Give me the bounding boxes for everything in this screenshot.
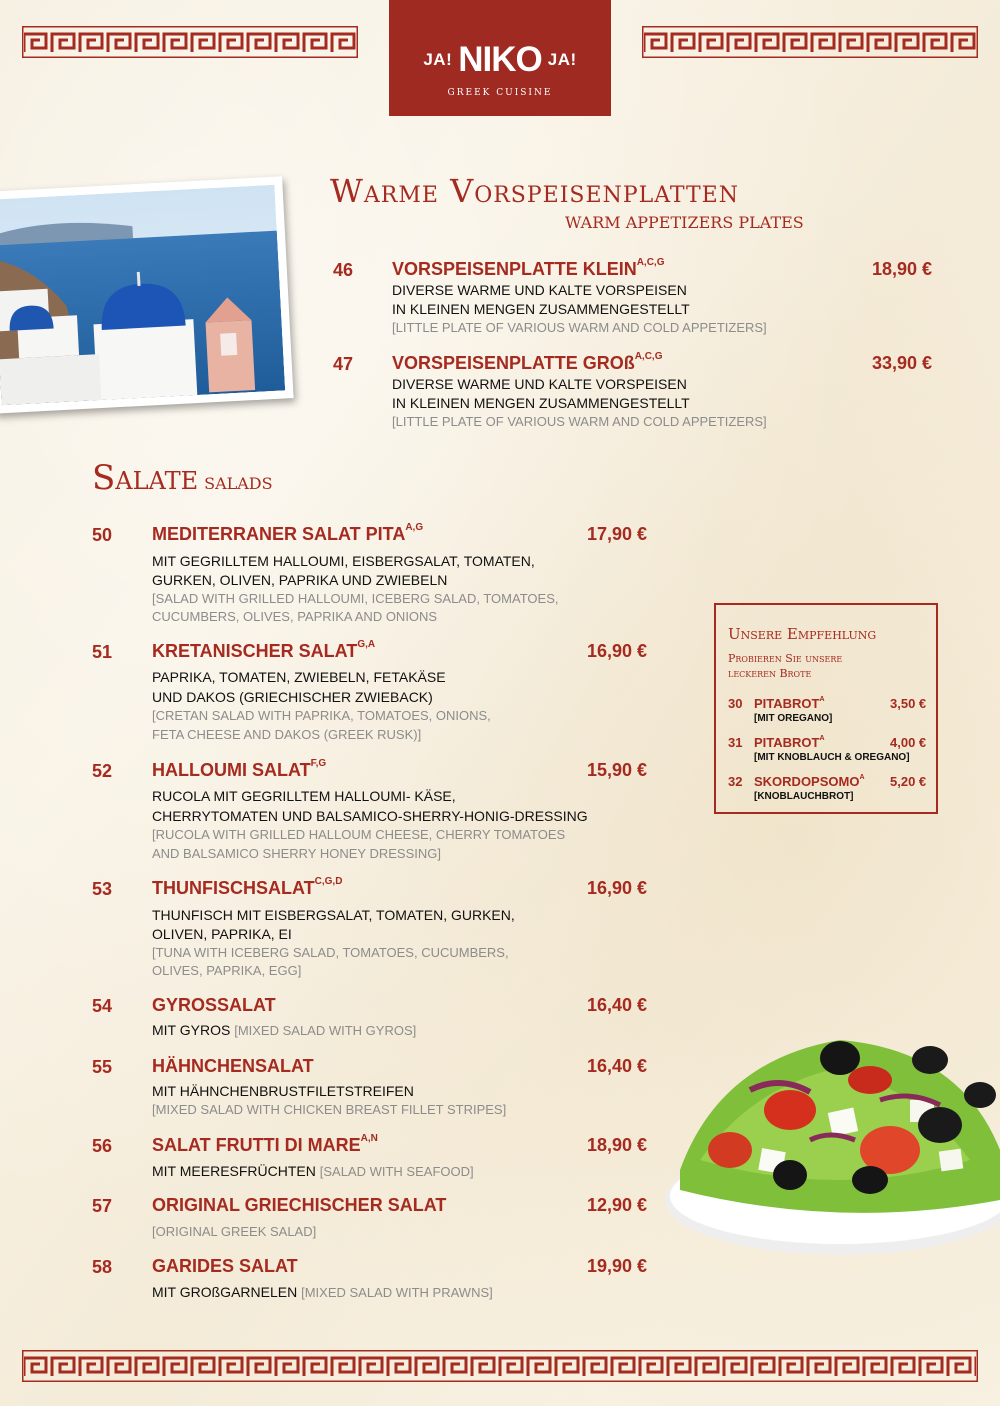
warm-section-subtitle: WARM APPETIZERS PLATES — [565, 213, 804, 232]
menu-item-price: 17,90 € — [587, 524, 648, 544]
menu-item-price: 18,90 € — [872, 259, 933, 279]
allergen-codes: C,G,D — [314, 876, 343, 887]
rec-item-description: [KNOBLAUCHBROT] — [754, 791, 854, 802]
menu-item-name: HÄHNCHENSALAT — [152, 1056, 314, 1076]
menu-item-description: MIT MEERESFRÜCHTEN [SALAD WITH SEAFOOD] — [152, 1163, 474, 1179]
allergen-codes: F,G — [310, 758, 327, 769]
menu-item-english: [LITTLE PLATE OF VARIOUS WARM AND COLD APPETIZERS] — [392, 320, 767, 335]
menu-item-price: 16,40 € — [587, 995, 648, 1015]
menu-item-number: 57 — [92, 1196, 113, 1216]
menu-item-price: 18,90 € — [587, 1135, 648, 1155]
menu-item-description: DIVERSE WARME UND KALTE VORSPEISEN — [392, 282, 687, 298]
menu-item-description: MIT GEGRILLTEM HALLOUMI, EISBERGSALAT, TOMATEN, — [152, 553, 535, 569]
menu-item-price: 33,90 € — [872, 353, 933, 373]
rec-item-description: [MIT OREGANO] — [754, 713, 833, 724]
menu-item-name: HALLOUMI $SALAT^{F,G}$ — [152, 758, 327, 780]
warm-section-title: Warme Vorspeisenplatten — [330, 172, 739, 210]
menu-item-number: 56 — [92, 1136, 113, 1156]
rec-item-price: 4,00 € — [890, 735, 927, 750]
menu-item-description: CHERRYTOMATEN UND BALSAMICO-SHERRY-HONIG-DRESSING — [152, 808, 588, 824]
menu-item-number: 54 — [92, 996, 113, 1016]
menu-item-description: IN KLEINEN MENGEN ZUSAMMENGESTELLT — [392, 301, 690, 317]
menu-item-english: FETA CHEESE AND DAKOS (GREEK RUSK)] — [152, 727, 422, 742]
menu-item-description: MIT HÄHNCHENBRUSTFILETSTREIFEN — [152, 1083, 414, 1099]
menu-item-name: GYROSSALAT — [152, 995, 276, 1015]
menu-item-number: 47 — [333, 354, 354, 374]
menu-item-english: [MIXED SALAD WITH GYROS] — [234, 1023, 417, 1038]
allergen-codes: A,C,G — [634, 351, 663, 362]
rec-item-price: 3,50 € — [890, 696, 927, 711]
rec-item-description: [MIT KNOBLAUCH & OREGANO] — [754, 752, 910, 763]
menu-item-price: 15,90 € — [587, 760, 648, 780]
menu-item-english: [ORIGINAL GREEK SALAD] — [152, 1224, 317, 1239]
menu-item-price: 19,90 € — [587, 1256, 648, 1276]
menu-item-description: PAPRIKA, TOMATEN, ZWIEBELN, FETAKÄSE — [152, 669, 446, 685]
menu-item-description: UND DAKOS (GRIECHISCHER ZWIEBACK) — [152, 689, 433, 705]
menu-item-english: [RUCOLA WITH GRILLED HALLOUM CHEESE, CHERRY TOMATOES — [152, 827, 566, 842]
rec-item-name: $PITABROT^A$ — [754, 696, 825, 711]
menu-item-number: 55 — [92, 1057, 113, 1077]
rec-item-name: $SKORDOPSOMO^A$ — [754, 774, 865, 789]
menu-item-name: VORSPEISENPLATTE $KLEIN^{A,C,G}$ — [392, 257, 665, 279]
rec-item-number: 32 — [728, 774, 743, 789]
santorini-photo — [0, 176, 294, 413]
menu-item-description: RUCOLA MIT GEGRILLTEM HALLOUMI- KÄSE, — [152, 788, 456, 804]
menu-item-description: IN KLEINEN MENGEN ZUSAMMENGESTELLT — [392, 395, 690, 411]
brand-logo — [389, 0, 611, 116]
rec-item-number: 31 — [728, 735, 743, 750]
menu-item-number: 50 — [92, 525, 113, 545]
recommendation-box — [714, 603, 938, 814]
menu-item-english: [CRETAN SALAD WITH PAPRIKA, TOMATOES, ONIONS, — [152, 708, 491, 723]
recommendation-subtitle: Probieren Sie unsere leckeren Brote — [728, 652, 843, 680]
allergen-codes: A,G — [405, 522, 424, 533]
menu-item-english: [MIXED SALAD WITH PRAWNS] — [301, 1285, 493, 1300]
menu-item-name: KRETANISCHER $SALAT^{G,A}$ — [152, 639, 376, 661]
menu-item-number: 52 — [92, 761, 113, 781]
menu-item-english: [LITTLE PLATE OF VARIOUS WARM AND COLD APPETIZERS] — [392, 414, 767, 429]
logo-name: NIKO — [458, 40, 542, 79]
menu-item-price: 16,40 € — [587, 1056, 648, 1076]
logo-ja-left: JA! — [423, 50, 453, 69]
menu-item-description: GURKEN, OLIVEN, PAPRIKA UND ZWIEBELN — [152, 572, 448, 588]
menu-item-description: MIT GROßGARNELEN [MIXED SALAD WITH PRAWNS] — [152, 1284, 493, 1300]
greek-key-border-top-right — [642, 26, 978, 58]
recommendation-title: Unsere Empfehlung — [728, 625, 877, 643]
menu-item-price: 16,90 € — [587, 878, 648, 898]
menu-item-description: DIVERSE WARME UND KALTE VORSPEISEN — [392, 376, 687, 392]
menu-item-price: 16,90 € — [587, 641, 648, 661]
menu-item-price: 12,90 € — [587, 1195, 648, 1215]
menu-item-number: 51 — [92, 642, 113, 662]
rec-item-price: 5,20 € — [890, 774, 927, 789]
greek-key-border-bottom — [22, 1350, 978, 1382]
salads-section-subtitle: SALADS — [204, 474, 273, 493]
menu-item-name: $THUNFISCHSALAT^{C,G,D}$ — [152, 876, 343, 898]
menu-item-english: AND BALSAMICO SHERRY HONEY DRESSING] — [152, 846, 441, 861]
salads-section-title: Salate SALADS — [92, 458, 273, 498]
allergen-codes: G,A — [357, 639, 376, 650]
menu-item-name: MEDITERRANER SALAT $PITA^{A,G}$ — [152, 522, 424, 544]
menu-item-english: [MIXED SALAD WITH CHICKEN BREAST FILLET STRIPES] — [152, 1102, 507, 1117]
menu-item-description: THUNFISCH MIT EISBERGSALAT, TOMATEN, GURKEN, — [152, 907, 515, 923]
menu-item-name: ORIGINAL GRIECHISCHER SALAT — [152, 1195, 447, 1215]
allergen-codes: A,C,G — [636, 257, 665, 268]
menu-item-name: SALAT FRUTTI DI $MARE^{A,N}$ — [152, 1133, 378, 1155]
menu-item-number: 58 — [92, 1257, 113, 1277]
menu-item-number: 53 — [92, 879, 113, 899]
menu-item-english: [SALAD WITH GRILLED HALLOUMI, ICEBERG SALAD, TOMATOES, — [152, 591, 559, 606]
menu-item-number: 46 — [333, 260, 354, 280]
rec-item-number: 30 — [728, 696, 743, 711]
menu-item-name: VORSPEISENPLATTE GROß$^{A,C,G}$ — [392, 351, 663, 373]
menu-item-english: CUCUMBERS, OLIVES, PAPRIKA AND ONIONS — [152, 609, 438, 624]
rec-item-name: $PITABROT^A$ — [754, 735, 825, 750]
menu-item-name: GARIDES SALAT — [152, 1256, 298, 1276]
greek-salad-photo — [640, 1000, 1000, 1260]
menu-item-english: [SALAD WITH SEAFOOD] — [319, 1164, 474, 1179]
menu-item-english: [TUNA WITH ICEBERG SALAD, TOMATOES, CUCUMBERS, — [152, 945, 509, 960]
greek-key-border-top-left — [22, 26, 358, 58]
allergen-codes: A,N — [360, 1133, 378, 1144]
logo-ja-right: JA! — [547, 50, 577, 69]
menu-item-description: OLIVEN, PAPRIKA, EI — [152, 926, 292, 942]
logo-tagline: GREEK CUISINE — [447, 88, 553, 98]
menu-item-english: OLIVES, PAPRIKA, EGG] — [152, 963, 302, 978]
menu-item-description: MIT GYROS [MIXED SALAD WITH GYROS] — [152, 1022, 417, 1038]
